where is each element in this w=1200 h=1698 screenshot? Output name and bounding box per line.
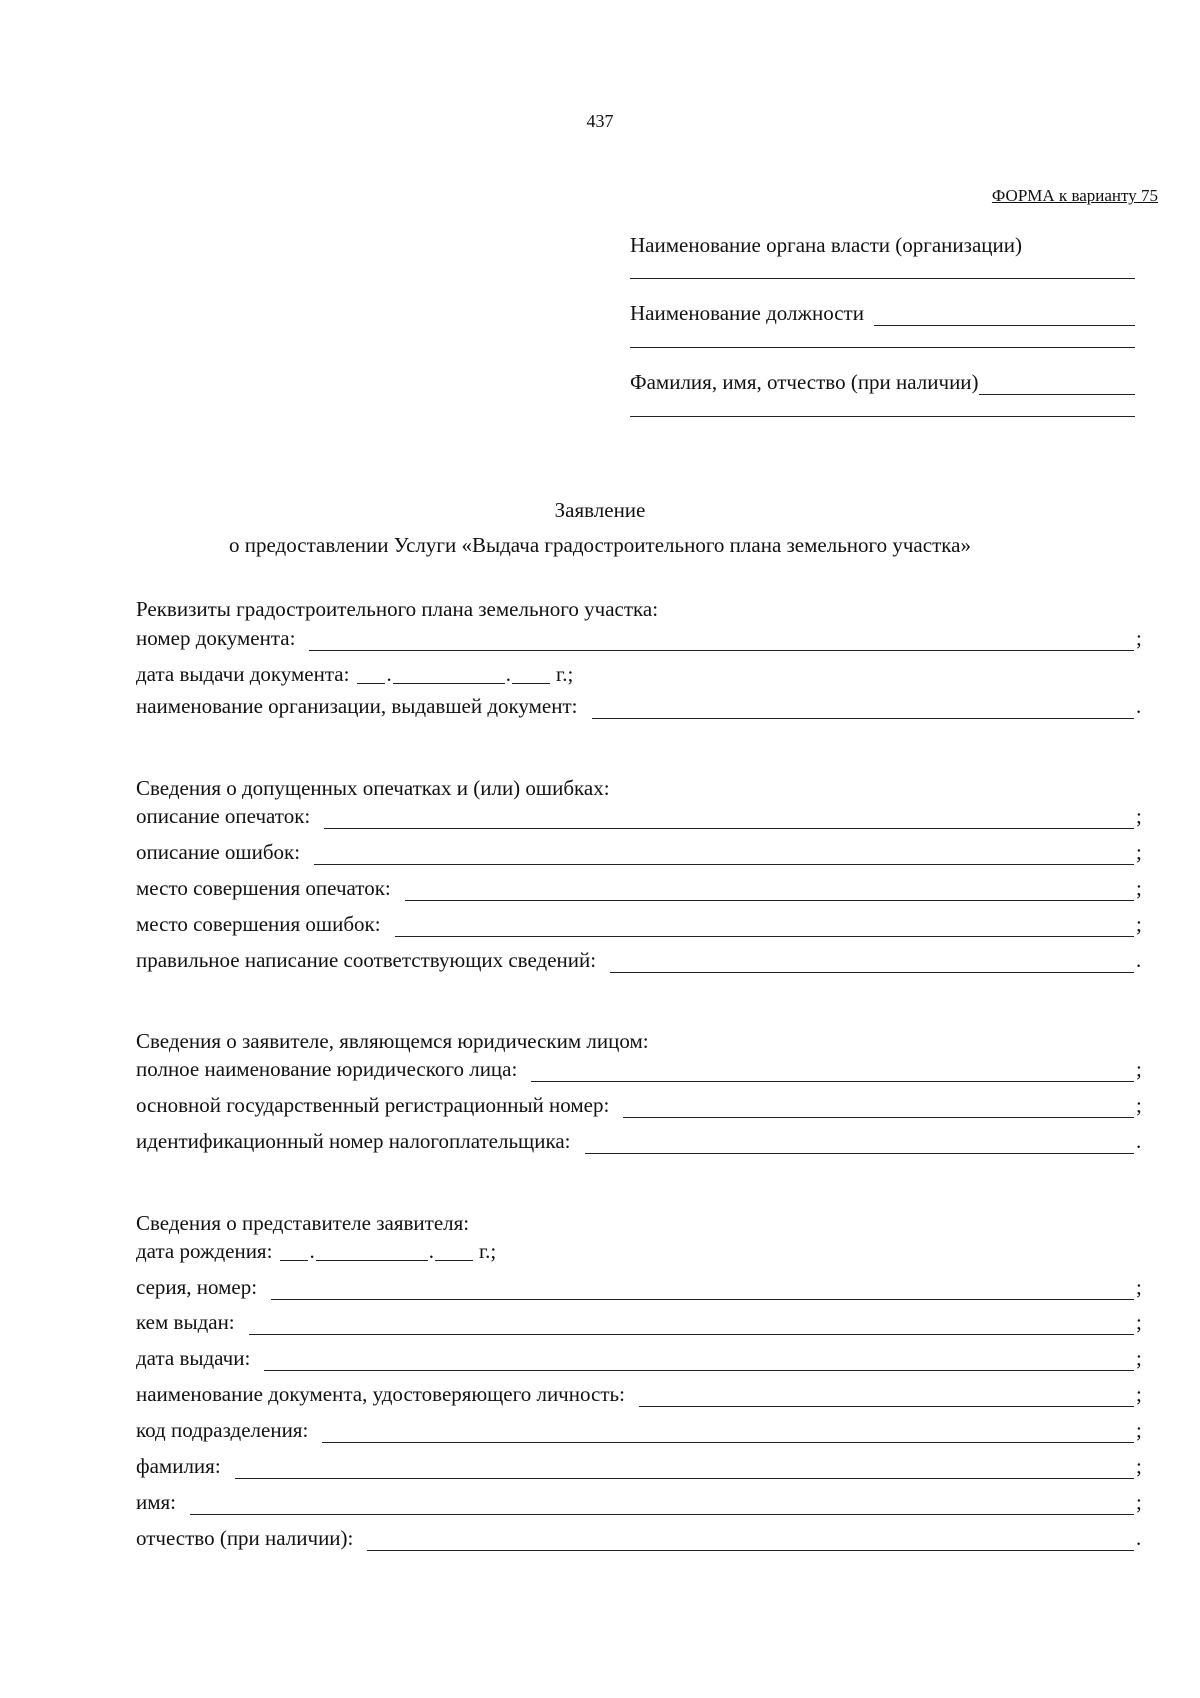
position-label: Наименование должности — [630, 301, 864, 325]
errors-desc-row — [136, 837, 1146, 865]
document-title: Заявление — [554, 498, 646, 522]
full-name-field-2[interactable] — [630, 416, 1135, 417]
period: . — [1136, 1526, 1142, 1550]
rep-issue-date-label: дата выдачи: — [136, 1346, 251, 1370]
errors-desc-label: описание ошибок: — [136, 840, 301, 864]
name-row — [136, 1487, 1146, 1515]
semicolon: ; — [1136, 804, 1142, 828]
position-field[interactable] — [874, 305, 1135, 326]
doc-number-row — [136, 623, 1146, 651]
rep-issue-date-row — [136, 1343, 1146, 1371]
position-field-2[interactable] — [630, 347, 1135, 348]
semicolon: ; — [1136, 1346, 1142, 1370]
errors-place-row — [136, 909, 1146, 937]
surname-label: фамилия: — [136, 1454, 221, 1478]
typos-desc-row — [136, 801, 1146, 829]
ogrn-field[interactable] — [623, 1097, 1134, 1118]
semicolon: ; — [1136, 1490, 1142, 1514]
semicolon: ; — [1136, 1093, 1142, 1117]
dept-code-label: код подразделения: — [136, 1418, 309, 1442]
semicolon: ; — [1136, 1454, 1142, 1478]
semicolon: ; — [1136, 1418, 1142, 1442]
issuer-field[interactable] — [592, 698, 1135, 719]
semicolon: ; — [1136, 1275, 1142, 1299]
issued-by-label: кем выдан: — [136, 1310, 235, 1334]
doc-number-field[interactable] — [309, 630, 1134, 651]
period: . — [1136, 1129, 1142, 1153]
period: . — [1136, 694, 1142, 718]
surname-field[interactable] — [235, 1458, 1134, 1479]
patronymic-label: отчество (при наличии): — [136, 1526, 354, 1550]
full-name-label: Фамилия, имя, отчество (при наличии) — [630, 370, 979, 394]
semicolon: ; — [1136, 1310, 1142, 1334]
authority-row — [630, 232, 1135, 258]
typos-place-field[interactable] — [405, 880, 1134, 901]
plan-details-heading: Реквизиты градостроительного плана земельного участка: — [136, 597, 659, 621]
errors-place-field[interactable] — [395, 916, 1134, 937]
applicant-name-field[interactable] — [531, 1061, 1134, 1082]
inn-field[interactable] — [585, 1133, 1134, 1154]
typos-place-row — [136, 873, 1146, 901]
errors-heading: Сведения о допущенных опечатках и (или) ошибках: — [136, 776, 610, 800]
name-label: имя: — [136, 1490, 177, 1514]
issue-date-label: дата выдачи документа: — [136, 662, 350, 686]
id-doc-name-row — [136, 1379, 1146, 1407]
id-doc-name-label: наименование документа, удостоверяющего личность: — [136, 1382, 625, 1406]
surname-row — [136, 1451, 1146, 1479]
inn-row — [136, 1126, 1146, 1154]
dot: . — [309, 1239, 315, 1263]
semicolon: ; — [1136, 912, 1142, 936]
series-number-label: серия, номер: — [136, 1275, 258, 1299]
document-subtitle: о предоставлении Услуги «Выдача градостроительного плана земельного участка» — [229, 533, 971, 557]
dot: . — [428, 1239, 434, 1263]
position-row — [630, 300, 1135, 326]
correct-spelling-row — [136, 945, 1146, 973]
issuer-label: наименование организации, выдавшей документ: — [136, 694, 578, 718]
issued-by-row — [136, 1307, 1146, 1335]
patronymic-field[interactable] — [367, 1530, 1134, 1551]
semicolon: ; — [1136, 626, 1142, 650]
dot: . — [386, 662, 392, 686]
birth-date-label: дата рождения: — [136, 1239, 273, 1263]
authority-field[interactable] — [630, 278, 1135, 279]
representative-heading: Сведения о представителе заявителя: — [136, 1211, 470, 1235]
rep-issue-date-field[interactable] — [264, 1350, 1134, 1371]
page-number: 437 — [586, 111, 614, 131]
year-suffix: г.; — [478, 1239, 497, 1263]
applicant-heading: Сведения о заявителе, являющемся юридическим лицом: — [136, 1029, 649, 1053]
year-suffix: г.; — [555, 662, 574, 686]
errors-desc-field[interactable] — [314, 844, 1134, 865]
ogrn-label: основной государственный регистрационный номер: — [136, 1093, 610, 1117]
dept-code-field[interactable] — [322, 1422, 1134, 1443]
birth-year-field[interactable] — [435, 1242, 473, 1261]
issue-date-row — [136, 659, 573, 687]
dot: . — [505, 662, 511, 686]
name-field[interactable] — [190, 1494, 1134, 1515]
errors-place-label: место совершения ошибок: — [136, 912, 381, 936]
correct-spelling-label: правильное написание соответствующих сведений: — [136, 948, 597, 972]
inn-label: идентификационный номер налогоплательщика: — [136, 1129, 571, 1153]
id-doc-name-field[interactable] — [639, 1386, 1134, 1407]
patronymic-row — [136, 1523, 1146, 1551]
series-number-row — [136, 1272, 1146, 1300]
typos-desc-field[interactable] — [324, 808, 1134, 829]
applicant-name-row — [136, 1054, 1146, 1082]
authority-label: Наименование органа власти (организации) — [630, 233, 1022, 257]
semicolon: ; — [1136, 1382, 1142, 1406]
issue-month-field[interactable] — [393, 665, 505, 684]
typos-desc-label: описание опечаток: — [136, 804, 311, 828]
issued-by-field[interactable] — [249, 1314, 1134, 1335]
period: . — [1136, 948, 1142, 972]
applicant-name-label: полное наименование юридического лица: — [136, 1057, 518, 1081]
birth-day-field[interactable] — [280, 1242, 308, 1261]
correct-spelling-field[interactable] — [610, 952, 1134, 973]
full-name-field[interactable] — [979, 374, 1135, 395]
semicolon: ; — [1136, 840, 1142, 864]
ogrn-row — [136, 1090, 1146, 1118]
series-number-field[interactable] — [271, 1279, 1134, 1300]
birth-month-field[interactable] — [316, 1242, 428, 1261]
doc-number-label: номер документа: — [136, 626, 296, 650]
dept-code-row — [136, 1415, 1146, 1443]
semicolon: ; — [1136, 1057, 1142, 1081]
form-reference: ФОРМА к варианту 75 — [991, 186, 1158, 205]
semicolon: ; — [1136, 876, 1142, 900]
typos-place-label: место совершения опечаток: — [136, 876, 391, 900]
issue-year-field[interactable] — [512, 665, 550, 684]
issuer-row — [136, 691, 1146, 719]
birth-date-row — [136, 1236, 496, 1264]
issue-day-field[interactable] — [357, 665, 385, 684]
full-name-row — [630, 369, 1135, 395]
